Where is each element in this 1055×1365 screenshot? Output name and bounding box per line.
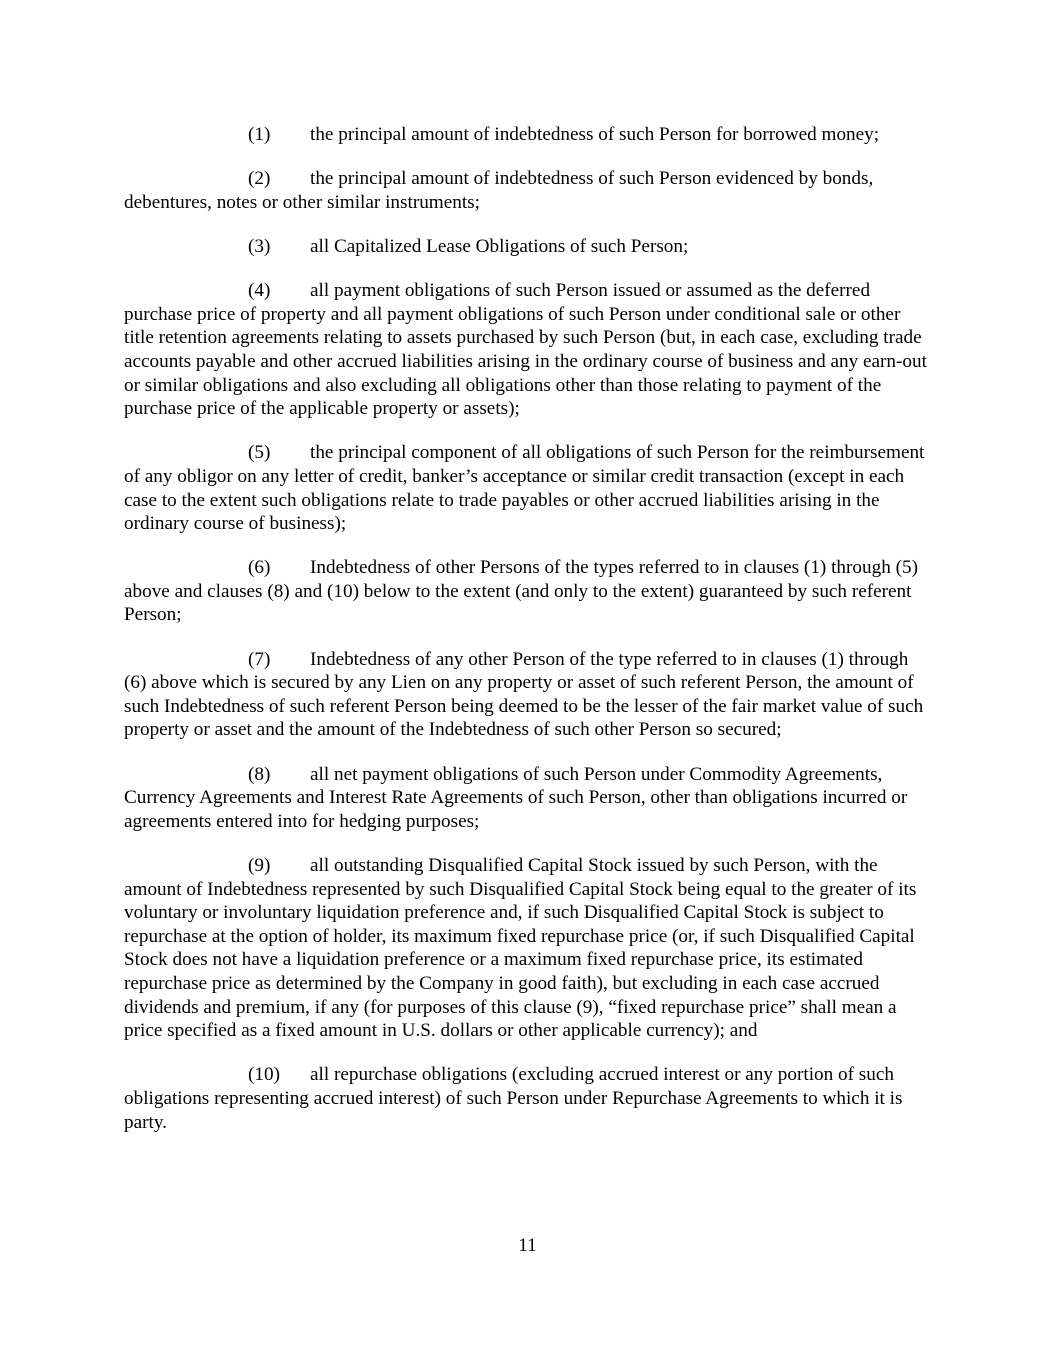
clause-number: (2) [248,168,271,190]
clause-number: (5) [248,442,271,464]
clause-text: all repurchase obligations (excluding accrued interest or any portion of such obligations representing accrued interest) of such Person under Repurchase Agreements to which it is party. [124,1064,903,1133]
clause-text: the principal amount of indebtedness of such Person evidenced by bonds, debentures, notes or other similar instruments; [124,168,874,213]
clause-text: the principal amount of indebtedness of such Person for borrowed money; [310,124,880,145]
clause-text: Indebtedness of other Persons of the types referred to in clauses (1) through (5) above and clauses (8) and (10) below to the extent (and only to the extent) guaranteed by such referent Person; [124,557,918,626]
clause-text: the principal component of all obligations of such Person for the reimbursement of any obligor on any letter of credit, banker’s acceptance or similar credit transaction (except in each case to the extent such obligations relate to trade payables or other accrued liabilities arising in the ordinary course of business); [124,442,925,535]
clause-7 [124,648,932,742]
clause-text: all payment obligations of such Person issued or assumed as the deferred purchase price of property and all payment obligations of such Person under conditional sale or other title retention agreements relating to assets purchased by such Person (but, in each case, excluding trade accounts payable and other accrued liabilities arising in the ordinary course of business and any earn-out or similar obligations and also excluding all obligations other than those relating to payment of the purchase price of the applicable property or assets); [124,280,927,420]
clause-text: all Capitalized Lease Obligations of such Person; [310,235,689,257]
page-number: 11 [518,1235,537,1256]
clause-number: (3) [248,235,271,257]
clause-2 [124,167,932,214]
clause-8 [124,763,932,834]
clause-number: (4) [248,280,271,302]
document-body [124,123,932,1155]
clause-number: (7) [248,648,271,670]
clause-5 [124,441,932,535]
clause-number: (9) [248,855,271,876]
clause-3 [124,235,932,259]
clause-number: (10) [248,1064,280,1086]
clause-9 [124,854,932,1043]
clause-6 [124,556,932,627]
clause-number: (1) [248,124,271,145]
clause-10 [124,1063,932,1134]
clause-1 [124,123,932,147]
clause-number: (6) [248,557,271,579]
clause-text: all net payment obligations of such Person under Commodity Agreements, Currency Agreements and Interest Rate Agreements of such Person, other than obligations incurred or agreements entered into for hedging purposes; [124,763,908,832]
clause-text: Indebtedness of any other Person of the type referred to in clauses (1) through (6) above which is secured by any Lien on any property or asset of such referent Person, the amount of such Indebtedness of such referent Person being deemed to be the lesser of the fair market value of such property or asset and the amount of the Indebtedness of such other Person so secured; [124,648,924,741]
clause-4 [124,279,932,421]
clause-text: all outstanding Disqualified Capital Stock issued by such Person, with the amount of Indebtedness represented by such Disqualified Capital Stock being equal to the greater of its voluntary or involuntary liquidation preference and, if such Disqualified Capital Stock is subject to repurchase at the option of holder, its maximum fixed repurchase price (or, if such Disqualified Capital Stock does not have a liquidation preference or a maximum fixed repurchase price, its estimated repurchase price as determined by the Company in good faith), but excluding in each case accrued dividends and premium, if any (for purposes of this clause (9), “fixed repurchase price” shall mean a price specified as a fixed amount in U.S. dollars or other applicable currency); and [124,855,917,1042]
clause-number: (8) [248,763,271,785]
